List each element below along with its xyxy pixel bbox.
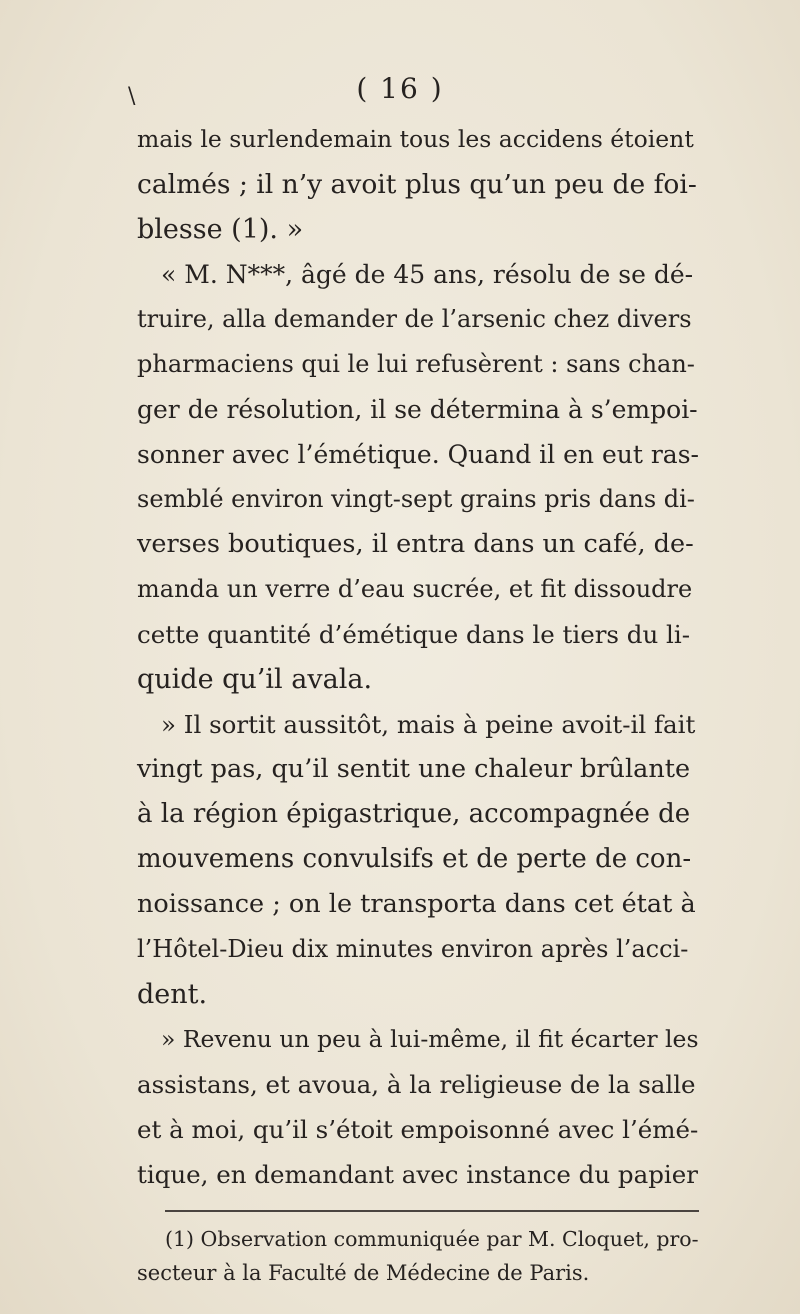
text-line: mouvemens convulsifs et de perte de con-	[137, 844, 692, 874]
text-line: mais le surlendemain tous les accidens étoient	[137, 125, 694, 153]
text-line: vingt pas, qu’il sentit une chaleur brûlante	[137, 754, 691, 784]
text-line: pharmaciens qui le lui refusèrent : sans chan-	[137, 350, 695, 378]
text-line: quide qu’il avala.	[137, 664, 373, 695]
text-line: tique, en demandant avec instance du papier	[137, 1160, 698, 1189]
text-line: sonner avec l’émétique. Quand il en eut ras-	[137, 440, 699, 469]
text-line: assistans, et avoua, à la religieuse de la salle	[137, 1070, 696, 1099]
text-line: à la région épigastrique, accompagnée de	[137, 799, 691, 829]
text-line: noissance ; on le transporta dans cet état à	[137, 889, 696, 919]
text-line: » Revenu un peu à lui-même, il fit écarter les	[161, 1025, 699, 1053]
text-line: truire, alla demander de l’arsenic chez divers	[137, 305, 692, 333]
text-line: et à moi, qu’il s’étoit empoisonné avec l’émé-	[137, 1115, 699, 1144]
text-line: verses boutiques, il entra dans un café, de-	[137, 529, 694, 559]
text-line: dent.	[137, 979, 208, 1010]
text-line: semblé environ vingt-sept grains pris dans di-	[137, 485, 695, 513]
text-line: blesse (1). »	[137, 214, 304, 245]
text-line: manda un verre d’eau sucrée, et fit dissoudre	[137, 575, 693, 603]
footnote-rule	[165, 1210, 699, 1212]
text-line: cette quantité d’émétique dans le tiers du li-	[137, 620, 690, 649]
text-line: ger de résolution, il se détermina à s’empoi-	[137, 395, 698, 424]
text-line: « M. N***, âgé de 45 ans, résolu de se dé-	[161, 260, 694, 289]
text-line: calmés ; il n’y avoit plus qu’un peu de foi-	[137, 169, 697, 200]
text-line: l’Hôtel-Dieu dix minutes environ après l’acci-	[137, 935, 689, 963]
footnote-line: (1) Observation communiquée par M. Cloquet, pro-	[165, 1227, 699, 1251]
text-line: » Il sortit aussitôt, mais à peine avoit-il fait	[161, 710, 696, 739]
footnote-line: secteur à la Faculté de Médecine de Paris.	[137, 1261, 590, 1285]
body-text	[137, 117, 699, 1197]
page-number: ( 16 )	[356, 72, 444, 105]
footnote	[137, 1222, 699, 1290]
margin-mark: \	[128, 84, 136, 109]
